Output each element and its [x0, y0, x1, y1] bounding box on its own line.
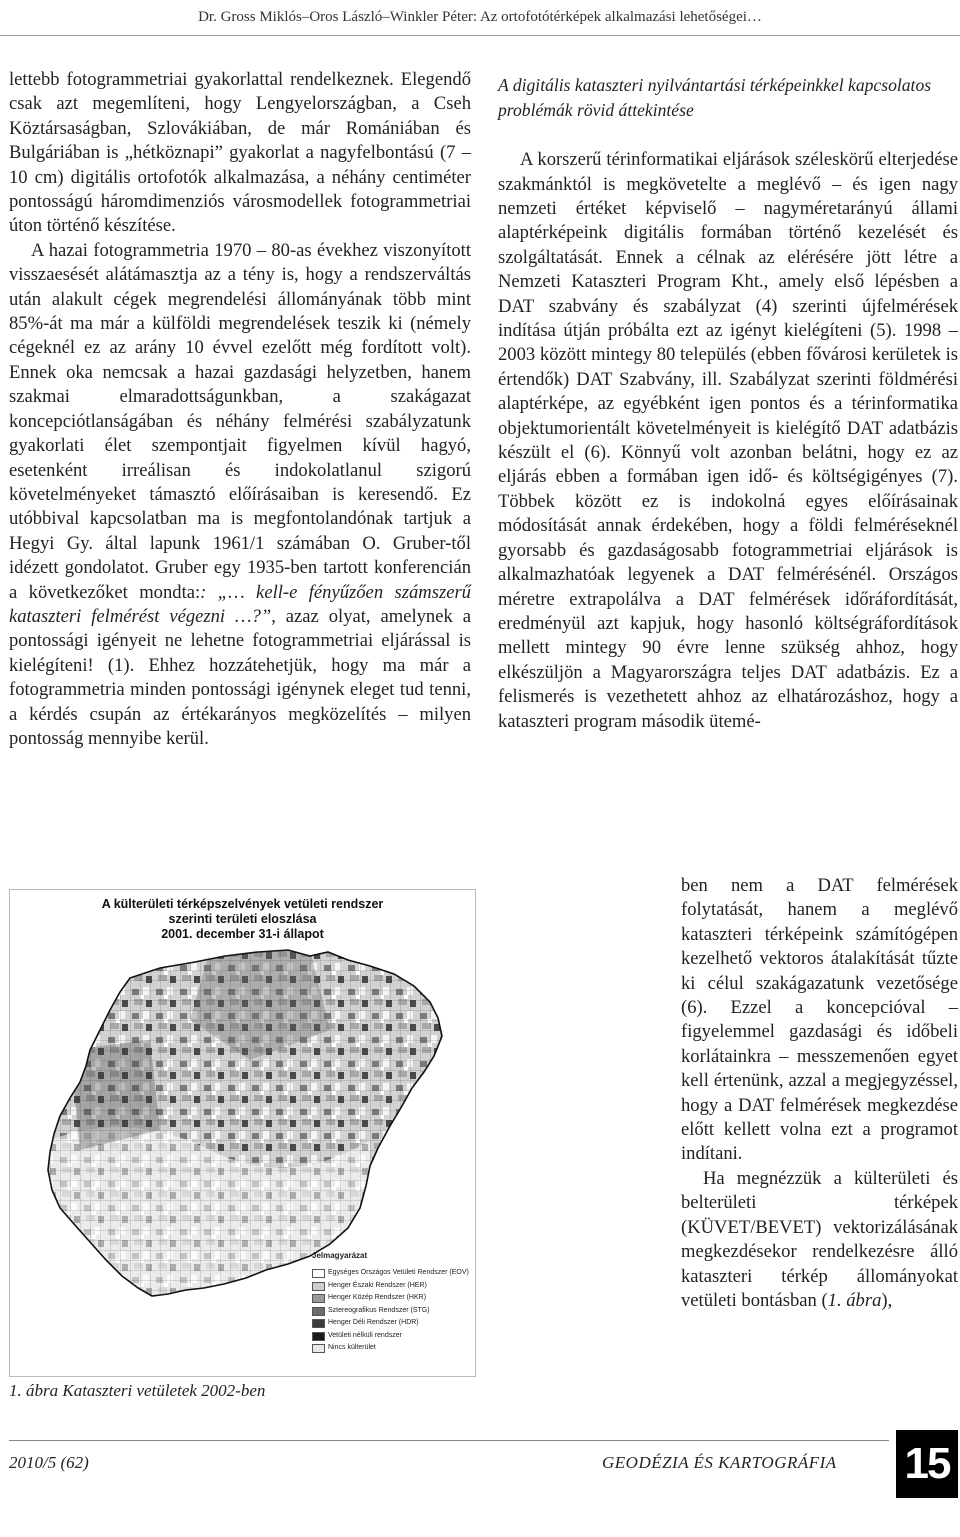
legend-item-stg: [312, 1305, 472, 1318]
section-subheading: A digitális kataszteri nyilvántartási térképeinkkel kapcsolatos problémák rövid áttekintése: [498, 75, 932, 120]
gruber-quote: : „… kell-e fényűzően számszerű kataszteri felmérést végezni …?”: [9, 581, 471, 627]
legend-item-hdr: [312, 1317, 472, 1330]
map-title-line-1: A külterületi térképszelvények vetületi rendszer: [101, 897, 384, 911]
map-title-line-3: 2001. december 31-i állapot: [161, 927, 324, 941]
legend-item-her: [312, 1280, 472, 1293]
right-column: [498, 73, 958, 734]
legend-item-eov: [312, 1267, 472, 1280]
left-paragraph-2: [9, 239, 471, 752]
running-title: Dr. Gross Miklós–Oros László–Winkler Péter: Az ortofotótérképek alkalmazási lehetőségei…: [198, 9, 762, 25]
header-rule: [0, 35, 960, 36]
figure-reference: 1. ábra: [827, 1289, 882, 1311]
right-paragraph-3-text-b: ),: [881, 1289, 893, 1311]
legend-item-none: [312, 1330, 472, 1343]
legend-label: Egységes Országos Vetületi Rendszer (EOV): [328, 1269, 469, 1276]
right-paragraph-3: [681, 1167, 958, 1313]
legend-swatch: [312, 1307, 325, 1316]
legend-swatch: [312, 1294, 325, 1303]
figure-map: [9, 889, 476, 1377]
running-header: [0, 0, 960, 36]
legend-label: Vetületi nélküli rendszer: [328, 1331, 402, 1339]
right-column-lower: [681, 874, 958, 1313]
footer-rule: [9, 1440, 889, 1441]
left-paragraph-1: lettebb fotogrammetriai gyakorlattal rendelkeznek. Elegendő csak azt megemlíteni, hogy Lengyelországban, a Cseh Köztársaságban, Szlovákiában, de már Romániában és Bulgáriában is „hétköznapi” gyakorlat a nagyfelbontású (7 – 10 cm) digitális ortofotók alkalmazása, a néhány centiméter pontosságú háromdimenziós városmodellek fotogrammetriai úton történő készítése.: [9, 69, 471, 237]
legend-swatch: [312, 1282, 325, 1291]
left-column: [9, 68, 471, 751]
legend-swatch: [312, 1269, 325, 1278]
journal-name: GEODÉZIA ÉS KARTOGRÁFIA: [602, 1453, 837, 1472]
legend-label: Henger Déli Rendszer (HDR): [328, 1319, 419, 1326]
left-paragraph-2-text-b: , azaz olyat, amelynek a pontossági igényeit ne lehetne fotogrammetriai eljárással is kielégíteni! (1). Ehhez hozzátehetjük, hogy ma már a fotogrammetria minden pontossági igénynek eleget tud tenni, a kérdés csupán az értékarányos megközelítés – milyen pontosság mennyibe kerül.: [9, 605, 471, 749]
legend-label: Henger Északi Rendszer (HER): [328, 1281, 427, 1289]
right-paragraph-1: A korszerű térinformatikai eljárások széleskörű elterjedése szakmánktól is megkövetelte a meglévő – és igen nagy nemzeti értéket képviselő – nagyméretarányú állami alaptérképeink digitális formában történő kezelését és szolgáltatását. Ennek a célnak az elérésére jött létre a Nemzeti Kataszteri Program Kht., amely első lépésben a DAT szabvány és szabályzat (4) szerinti újfelmérések indítása útján próbálta ezt az igényt kielégíteni (5). 1998 – 2003 között mintegy 80 település (ebben fővárosi kerületek is értendők) DAT Szabvány, ill. Szabályzat szerinti földmérési alaptérképe, az egyébként igen pontos és a térinformatika objektumorientált követelményeit is kielégítő DAT adatbázis készült el (6). Könnyű volt azonban belátni, hogy ez az eljárás ebben a formában igen idő- és költségigényes (7). Többek között ez is indokolná egyes előírásainak módosítását annak érdekében, hogy a földi felméréseknél gyorsabb és gazdaságosabb fotogrammetriai eljárások is alkalmazhatóak legyenek a DAT felmérésénél. Országos méretre extrapolálva a DAT felmérések időráfordítását, eredményül azt kapjuk, hogy hasonló költségráfordítások mellett mintegy 90 évre lenne szükség ahhoz, hogy elkészüljön a Magyarországra teljes DAT adatbázis. Ez a felismerés is vezethetett ahhoz az elhatározáshoz, hogy a kataszteri program második ütemé-: [498, 149, 958, 732]
legend-swatch: [312, 1344, 325, 1353]
page-number: 15: [896, 1430, 958, 1498]
left-paragraph-2-text-a: A hazai fotogrammetria 1970 – 80-as évekhez viszonyított visszaesését alátámasztja az a tény is, hogy a rendszerváltás után alakult cégek megrendelési állományának több mint 85%-át ma már a külföldi megrendelések teszik ki (némely cégeknél ez az arány 10 évvel ezelőtt még fordított volt). Ennek oka nemcsak a hazai gazdasági helyzetben, hanem szakmai elmaradottságunkban, a szakágazat koncepciótlanságában és néhány felmérési szabályzatunk gyakorlati élet szempontjait figyelmen kívül hagyó, esetenként irreálisan és indokolatlanul szigorú követelményeket támasztó előírásaiban is keresendő. Ez utóbbival kapcsolatban ma is megfontolandónak tartjuk a Hegyi Gy. által lapunk 1961/1 számában O. Gruber-től idézett gondolatot. Gruber egy 1935-ben tartott konferencián a következőket mondta:: [9, 239, 471, 603]
legend-title: Jelmagyarázat: [312, 1251, 368, 1260]
legend-item-hkr: [312, 1292, 472, 1305]
legend-item-no-outskirts: [312, 1342, 472, 1355]
legend-label: Sztereografikus Rendszer (STG): [328, 1306, 430, 1314]
legend-swatch: [312, 1332, 325, 1341]
right-paragraph-3-text-a: Ha megnézzük a külterületi és belterületi térképek (KÜVET/BEVET) vektorizálásának megkezdésekor rendelkezésre álló kataszteri térkép állományokat vetületi bontásban (: [681, 1167, 958, 1311]
figure-caption: 1. ábra Kataszteri vetületek 2002-ben: [9, 1381, 266, 1400]
legend-label: Nincs külterület: [328, 1344, 376, 1351]
right-paragraph-2: ben nem a DAT felmérések folytatását, hanem a meglévő kataszteri térképeink számítógépen kezelhető vektoros átalakítását tűzte ki célul szakágazatunk vezetősége (6). Ezzel a koncepcióval – figyelemmel gazdasági és időbeli korlátainkra – messzemenően egyet kell értenünk, azzal a megjegyzéssel, hogy a DAT felmérések megkezdése előtt kellett volna ezt a programot indítani.: [681, 875, 958, 1165]
issue-number: 2010/5 (62): [9, 1453, 89, 1472]
map-legend: [312, 1250, 472, 1355]
legend-swatch: [312, 1319, 325, 1328]
map-title-line-2: szerinti területi eloszlása: [168, 912, 317, 926]
legend-label: Henger Közép Rendszer (HKR): [328, 1294, 427, 1301]
